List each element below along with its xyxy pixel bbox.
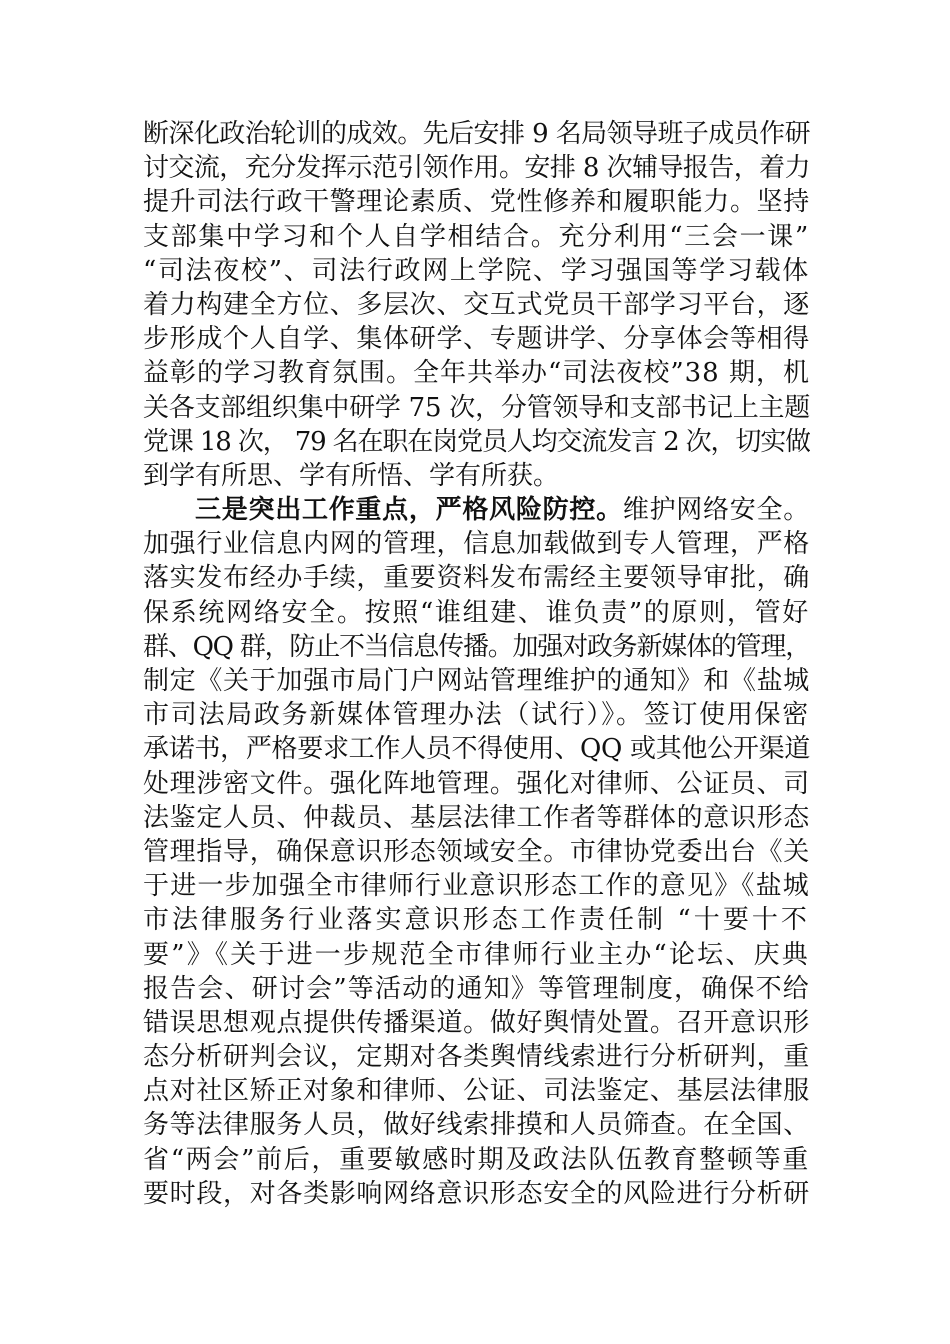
paragraph-2-line: 落实发布经办手续，重要资料发布需经主要领导审批，确 — [143, 563, 810, 594]
paragraph-2-line: 处理涉密文件。强化阵地管理。强化对律师、公证员、司 — [143, 768, 810, 799]
paragraph-2-line: 法鉴定人员、仲裁员、基层法律工作者等群体的意识形态 — [143, 802, 810, 833]
paragraph-2-line: 要”》《关于进一步规范全市律师行业主办“论坛、庆典 — [143, 939, 810, 970]
paragraph-1-line: 益彰的学习教育氛围。全年共举办“司法夜校”38 期，机 — [143, 358, 810, 389]
paragraph-1-line: 到学有所思、学有所悟、学有所获。 — [143, 460, 560, 491]
paragraph-2-line: 保系统网络安全。按照“谁组建、谁负责”的原则，管好 — [143, 597, 810, 628]
paragraph-1-line: 支部集中学习和个人自学相结合。充分利用“三会一课” — [143, 221, 810, 252]
paragraph-2-line: 管理指导，确保意识形态领域安全。市律协党委出台《关 — [143, 836, 810, 867]
section-heading: 三是突出工作重点，严格风险防控。 — [195, 495, 623, 526]
paragraph-2-line: 态分析研判会议，定期对各类舆情线索进行分析研判，重 — [143, 1042, 810, 1073]
paragraph-2-line: 点对社区矫正对象和律师、公证、司法鉴定、基层法律服 — [143, 1076, 810, 1107]
paragraph-2-line: 市司法局政务新媒体管理办法（试行）》。签订使用保密 — [143, 700, 810, 731]
paragraph-2-line: 制定《关于加强市局门户网站管理维护的通知》和《盐城 — [143, 666, 810, 696]
paragraph-2-line: 群、QQ 群，防止不当信息传播。加强对政务新媒体的管理， — [143, 631, 810, 662]
paragraph-1-line: “司法夜校”、司法行政网上学院、学习强国等学习载体 — [143, 255, 810, 286]
paragraph-2-line: 市法律服务行业落实意识形态工作责任制 “十要十不 — [143, 905, 810, 936]
paragraph-1 — [143, 117, 810, 493]
paragraph-2-line: 报告会、研讨会”等活动的通知》等管理制度，确保不给 — [143, 973, 810, 1004]
document-body — [143, 117, 810, 1211]
paragraph-1-line: 断深化政治轮训的成效。先后安排 9 名局领导班子成员作研 — [143, 119, 810, 149]
paragraph-1-line: 党课 18 次， 79 名在职在岗党员人均交流发言 2 次，切实做 — [143, 426, 810, 457]
paragraph-1-line: 关各支部组织集中研学 75 次，分管领导和支部书记上主题 — [143, 392, 810, 423]
paragraph-2-line: 于进一步加强全市律师行业意识形态工作的意见》《盐城 — [143, 871, 810, 902]
paragraph-2-line: 承诺书，严格要求工作人员不得使用、QQ 或其他公开渠道 — [143, 734, 810, 765]
paragraph-2 — [143, 493, 810, 1211]
paragraph-1-line: 着力构建全方位、多层次、交互式党员干部学习平台，逐 — [143, 289, 810, 320]
paragraph-1-line: 讨交流，充分发挥示范引领作用。安排 8 次辅导报告，着力 — [143, 153, 810, 184]
paragraph-2-line: 省“两会”前后，重要敏感时期及政法队伍教育整顿等重 — [143, 1144, 810, 1175]
paragraph-2-line: 加强行业信息内网的管理，信息加载做到专人管理，严格 — [143, 529, 810, 560]
paragraph-2-line: 务等法律服务人员，做好线索排摸和人员筛查。在全国、 — [143, 1110, 810, 1141]
paragraph-2-line: 要时段，对各类影响网络意识形态安全的风险进行分析研 — [143, 1178, 810, 1209]
paragraph-2-first-line-rest: 维护网络安全。 — [622, 495, 810, 526]
paragraph-1-line: 提升司法行政干警理论素质、党性修养和履职能力。坚持 — [143, 187, 810, 218]
paragraph-2-line: 错误思想观点提供传播渠道。做好舆情处置。召开意识形 — [143, 1007, 810, 1038]
paragraph-1-line: 步形成个人自学、集体研学、专题讲学、分享体会等相得 — [143, 324, 810, 355]
paragraph-2-first-line — [143, 493, 810, 527]
